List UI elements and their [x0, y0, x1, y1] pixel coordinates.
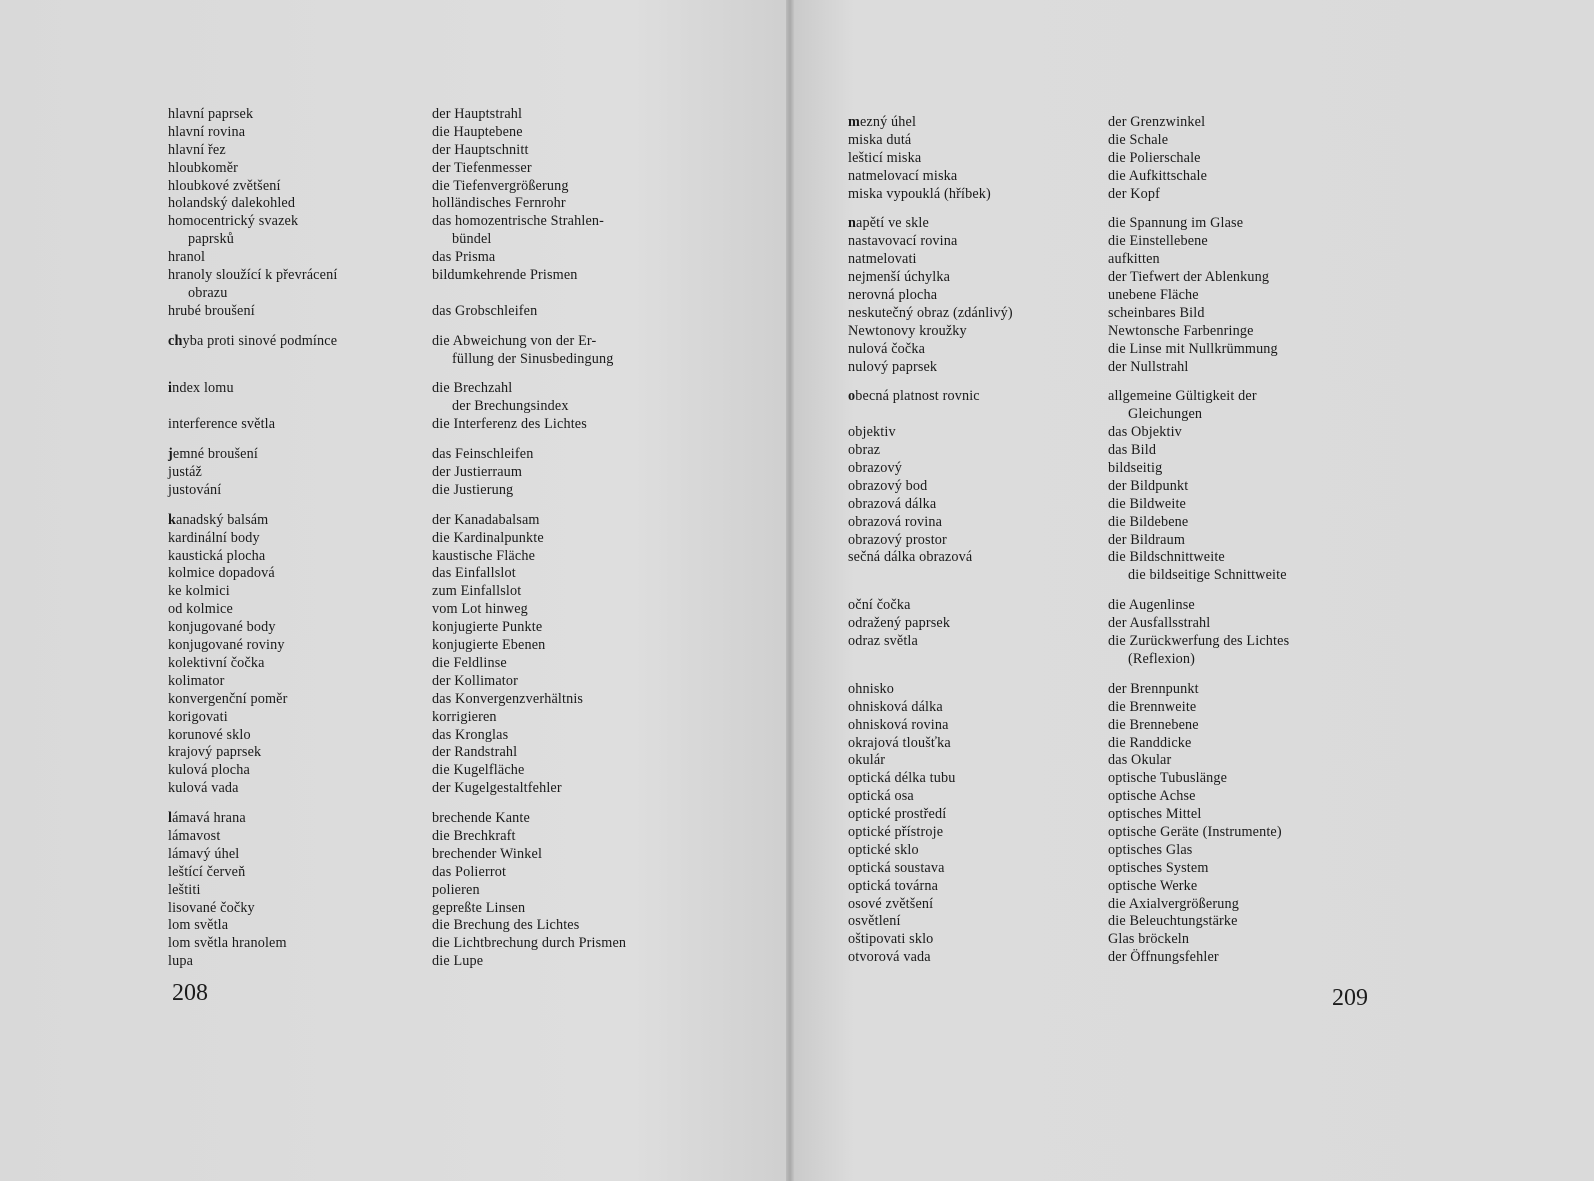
czech-term: neskutečný obraz (zdánlivý) — [848, 304, 1013, 321]
czech-term: obrazový bod — [848, 477, 928, 494]
entry-gap — [432, 368, 626, 380]
czech-term: holandský dalekohled — [168, 195, 296, 212]
czech-term: optické přístroje — [848, 823, 944, 840]
german-term: der Öffnungsfehler — [1108, 949, 1219, 966]
german-term: der Kopf — [1108, 185, 1161, 202]
german-term: die Beleuchtungstärke — [1108, 913, 1238, 930]
german-term: das Prisma — [432, 249, 496, 266]
czech-term: paprsků — [188, 231, 234, 248]
czech-term-rest: yba proti sinové podmínce — [182, 332, 338, 349]
czech-term: justáž — [168, 464, 202, 481]
german-term: der Bildpunkt — [1108, 477, 1189, 494]
german-term: die Bildweite — [1108, 495, 1186, 512]
german-term: die Kardinalpunkte — [432, 529, 544, 546]
entry-gap — [432, 321, 626, 333]
german-term: der Justierraum — [432, 464, 523, 481]
czech-term: konjugované body — [168, 619, 276, 636]
german-term: die Tiefenvergrößerung — [432, 177, 569, 194]
czech-term: lámavost — [168, 827, 221, 844]
section-initial: n — [848, 215, 857, 232]
page-number-right: 209 — [1332, 985, 1368, 1011]
page-number-left: 208 — [172, 980, 208, 1006]
czech-term: obrazu — [188, 284, 228, 301]
czech-term: optická soustava — [848, 859, 945, 876]
czech-term: obrazový — [848, 460, 902, 477]
czech-term: ke kolmici — [168, 583, 230, 600]
czech-term: kardinální body — [168, 529, 260, 546]
german-term: kaustische Fläche — [432, 547, 536, 564]
czech-term: lešticí miska — [848, 149, 922, 166]
czech-term: hlavní rovina — [168, 123, 246, 140]
czech-term: oční čočka — [848, 597, 911, 614]
czech-term: kaustická plocha — [168, 547, 266, 564]
german-term: die Spannung im Glase — [1108, 215, 1244, 232]
czech-term-rest: ezný úhel — [859, 114, 917, 130]
german-term: optisches System — [1108, 859, 1209, 876]
czech-term — [848, 567, 1013, 585]
german-term: die Brennweite — [1108, 698, 1197, 715]
czech-term — [848, 388, 1013, 406]
german-term: die Brechzahl — [432, 380, 513, 397]
czech-term: konjugované roviny — [168, 637, 285, 654]
german-term: zum Einfallslot — [432, 583, 522, 600]
german-term: brechender Winkel — [432, 845, 543, 862]
entry-gap — [168, 434, 337, 446]
czech-term: obrazová rovina — [848, 513, 943, 530]
czech-term — [168, 333, 337, 351]
czech-term: natmelovati — [848, 251, 917, 268]
czech-term — [848, 114, 1013, 132]
czech-term-rest: emné broušení — [172, 446, 258, 463]
czech-term-rest: ámavá hrana — [172, 810, 246, 827]
czech-term: hranol — [168, 249, 206, 266]
czech-term — [848, 651, 1013, 669]
czech-term: okulár — [848, 752, 886, 769]
czech-term-rest: becná platnost rovnic — [855, 388, 980, 405]
german-term: (Reflexion) — [1128, 650, 1196, 667]
german-term: brechende Kante — [432, 810, 530, 827]
czech-term — [168, 380, 337, 398]
german-term: die Bildschnittweite — [1108, 549, 1225, 566]
czech-term: obrazový prostor — [848, 531, 947, 548]
german-term: der Ausfallsstrahl — [1108, 615, 1211, 632]
german-term: die Hauptebene — [432, 123, 523, 140]
german-term: die Aufkittschale — [1108, 167, 1208, 184]
czech-term-rest: ndex lomu — [172, 380, 234, 397]
czech-term: krajový paprsek — [168, 744, 262, 761]
entry-gap — [848, 669, 1013, 681]
german-term: bildumkehrende Prismen — [432, 267, 578, 284]
left-german-column — [432, 106, 626, 971]
section-initial: m — [848, 114, 860, 130]
german-term: füllung der Sinusbedingung — [452, 350, 614, 367]
german-term: optische Geräte (Instrumente) — [1108, 823, 1282, 840]
czech-term: konvergenční poměr — [168, 690, 288, 707]
german-term: Gleichungen — [1128, 406, 1203, 423]
czech-term: lupa — [168, 953, 194, 970]
german-term: der Nullstrahl — [1108, 358, 1189, 375]
german-term: der Kanadabalsam — [432, 511, 540, 528]
czech-term: nastavovací rovina — [848, 233, 958, 250]
czech-term: miska vypouklá (hříbek) — [848, 185, 991, 202]
czech-term: hloubkové zvětšení — [168, 177, 281, 194]
section-initial: ch — [168, 332, 183, 349]
german-term: die Linse mit Nullkrümmung — [1108, 340, 1278, 357]
german-term: die Zurückwerfung des Lichtes — [1108, 633, 1290, 650]
czech-term — [848, 215, 1013, 233]
german-term: die bildseitige Schnittweite — [1128, 567, 1287, 584]
german-term: der Brechungsindex — [452, 398, 569, 415]
entry-gap — [1108, 669, 1289, 681]
german-term: die Polierschale — [1108, 149, 1201, 166]
czech-term: obrazová dálka — [848, 495, 937, 512]
czech-term: leštiti — [168, 881, 201, 898]
czech-term-rest: anadský balsám — [176, 511, 269, 528]
german-term: holländisches Fernrohr — [432, 195, 566, 212]
czech-term: sečná dálka obrazová — [848, 549, 973, 566]
czech-term — [168, 398, 337, 416]
german-term: allgemeine Gültigkeit der — [1108, 388, 1257, 405]
czech-term — [168, 446, 337, 464]
czech-term: kolimator — [168, 672, 225, 689]
czech-term: optické prostředí — [848, 806, 947, 823]
section-initial: o — [848, 388, 856, 405]
entry-gap — [1108, 376, 1289, 388]
czech-term: miska dutá — [848, 131, 912, 148]
german-term: bildseitig — [1108, 460, 1163, 477]
czech-term: leštící červeň — [168, 863, 246, 880]
czech-term: natmelovací miska — [848, 167, 958, 184]
german-term: der Hauptstrahl — [432, 106, 523, 122]
czech-term: homocentrický svazek — [168, 213, 299, 230]
czech-term: kulová plocha — [168, 762, 250, 779]
german-term: die Axialvergrößerung — [1108, 895, 1239, 912]
czech-term: hrubé broušení — [168, 302, 255, 319]
czech-term: hranoly sloužící k převrácení — [168, 267, 338, 284]
german-term: die Lichtbrechung durch Prismen — [432, 935, 627, 952]
left-page — [0, 0, 790, 1181]
entry-gap — [168, 368, 337, 380]
czech-term: nulový paprsek — [848, 358, 938, 375]
german-term: das Einfallslot — [432, 565, 516, 582]
czech-term: optická osa — [848, 788, 914, 805]
german-term: Glas bröckeln — [1108, 931, 1190, 948]
german-term: konjugierte Ebenen — [432, 637, 546, 654]
german-term: bündel — [452, 231, 492, 248]
german-term: die Brechkraft — [432, 827, 516, 844]
german-term: die Abweichung von der Er- — [432, 332, 597, 349]
czech-term: otvorová vada — [848, 949, 931, 966]
czech-term: hloubkoměr — [168, 159, 239, 176]
german-term — [432, 285, 626, 303]
german-term: die Justierung — [432, 481, 514, 498]
czech-term-rest: apětí ve skle — [856, 215, 929, 232]
german-term: der Grenzwinkel — [1108, 114, 1206, 130]
czech-term — [168, 810, 337, 828]
german-term: korrigieren — [432, 708, 497, 725]
german-term: optisches Glas — [1108, 841, 1193, 858]
german-term: gepreßte Linsen — [432, 899, 526, 916]
german-term: vom Lot hinweg — [432, 601, 528, 618]
section-initial: i — [168, 380, 173, 397]
german-term: die Randdicke — [1108, 734, 1192, 751]
german-term: die Feldlinse — [432, 654, 507, 671]
section-initial: k — [168, 511, 177, 528]
czech-term: objektiv — [848, 424, 896, 441]
czech-term: nerovná plocha — [848, 287, 938, 304]
czech-term: optická délka tubu — [848, 770, 956, 787]
german-term: konjugierte Punkte — [432, 619, 543, 636]
german-term: die Interferenz des Lichtes — [432, 416, 587, 433]
czech-term: korigovati — [168, 708, 228, 725]
czech-term — [848, 406, 1013, 424]
entry-gap — [168, 321, 337, 333]
czech-term: ohnisková dálka — [848, 698, 943, 715]
czech-term: nulová čočka — [848, 340, 926, 357]
entry-gap — [848, 203, 1013, 215]
german-term: der Randstrahl — [432, 744, 518, 761]
german-term: das Grobschleifen — [432, 302, 538, 319]
entry-gap — [168, 798, 337, 810]
czech-term: lámavý úhel — [168, 845, 240, 862]
entry-gap — [1108, 203, 1289, 215]
entry-gap — [432, 434, 626, 446]
czech-term: osové zvětšení — [848, 895, 934, 912]
book-gutter — [786, 0, 794, 1181]
german-term: das Bild — [1108, 442, 1157, 459]
czech-term: kulová vada — [168, 780, 239, 797]
czech-term: lisované čočky — [168, 899, 255, 916]
czech-term: oštipovati sklo — [848, 931, 934, 948]
german-term: das homozentrische Strahlen- — [432, 213, 605, 230]
german-term: polieren — [432, 881, 480, 898]
entry-gap — [432, 500, 626, 512]
czech-term — [168, 351, 337, 369]
german-term: das Polierrot — [432, 863, 507, 880]
german-term: unebene Fläche — [1108, 287, 1199, 304]
czech-term — [168, 512, 337, 530]
german-term: die Schale — [1108, 131, 1169, 148]
czech-term: hlavní řez — [168, 141, 226, 158]
czech-term: odražený paprsek — [848, 615, 951, 632]
czech-term: interference světla — [168, 416, 276, 433]
czech-term: justování — [168, 481, 222, 498]
german-term: der Kugelgestaltfehler — [432, 780, 562, 797]
german-term: das Konvergenzverhältnis — [432, 690, 584, 707]
german-term: die Brechung des Lichtes — [432, 917, 580, 934]
german-term: optisches Mittel — [1108, 806, 1202, 823]
entry-gap — [848, 376, 1013, 388]
section-initial: l — [168, 810, 173, 827]
german-term: der Brennpunkt — [1108, 680, 1199, 697]
german-term: das Feinschleifen — [432, 446, 534, 463]
entry-gap — [168, 500, 337, 512]
german-term: die Bildebene — [1108, 513, 1189, 530]
czech-term: lom světla hranolem — [168, 935, 287, 952]
german-term: das Okular — [1108, 752, 1172, 769]
czech-term: obraz — [848, 442, 881, 459]
czech-term: kolmice dopadová — [168, 565, 275, 582]
german-term: die Lupe — [432, 953, 484, 970]
czech-term: od kolmice — [168, 601, 233, 618]
german-term: das Objektiv — [1108, 424, 1182, 441]
german-term: die Einstellebene — [1108, 233, 1208, 250]
german-term: die Kugelfläche — [432, 762, 525, 779]
czech-term: odraz světla — [848, 633, 918, 650]
entry-gap — [848, 585, 1013, 597]
german-term: das Kronglas — [432, 726, 509, 743]
czech-term: korunové sklo — [168, 726, 251, 743]
right-page — [790, 0, 1594, 1181]
section-initial: j — [168, 446, 173, 463]
czech-term: osvětlení — [848, 913, 901, 930]
czech-term: ohnisko — [848, 680, 894, 697]
german-term: der Bildraum — [1108, 531, 1186, 548]
left-czech-column — [168, 106, 337, 971]
right-german-column — [1108, 114, 1289, 967]
german-term: die Brennebene — [1108, 716, 1199, 733]
czech-term: optické sklo — [848, 841, 919, 858]
czech-term: okrajová tloušťka — [848, 734, 951, 751]
right-czech-column — [848, 114, 1013, 967]
entry-gap — [1108, 585, 1289, 597]
german-term: die Augenlinse — [1108, 597, 1195, 614]
czech-term: nejmenší úchylka — [848, 269, 951, 286]
german-term: optische Tubuslänge — [1108, 770, 1228, 787]
german-term: optische Achse — [1108, 788, 1196, 805]
czech-term: kolektivní čočka — [168, 654, 265, 671]
entry-gap — [432, 798, 626, 810]
czech-term: Newtonovy kroužky — [848, 322, 967, 339]
czech-term: optická továrna — [848, 877, 939, 894]
czech-term: ohnisková rovina — [848, 716, 949, 733]
german-term: der Kollimator — [432, 672, 519, 689]
german-term: optische Werke — [1108, 877, 1198, 894]
german-term: der Hauptschnitt — [432, 141, 529, 158]
czech-term: hlavní paprsek — [168, 106, 254, 122]
german-term: der Tiefenmesser — [432, 159, 532, 176]
german-term: Newtonsche Farbenringe — [1108, 322, 1254, 339]
german-term: scheinbares Bild — [1108, 304, 1205, 321]
czech-term: lom světla — [168, 917, 229, 934]
german-term: der Tiefwert der Ablenkung — [1108, 269, 1270, 286]
german-term: aufkitten — [1108, 251, 1160, 268]
